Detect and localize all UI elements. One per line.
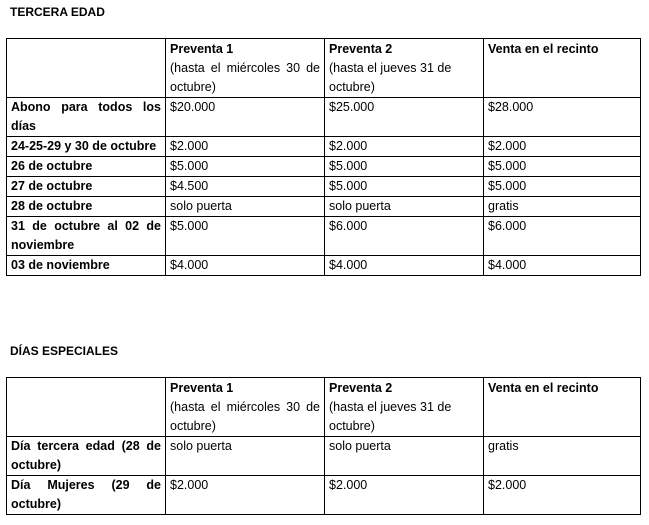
column-note: (hasta el miércoles 30 de octubre)	[170, 61, 320, 94]
price-cell: $25.000	[325, 98, 484, 137]
price-cell: solo puerta	[325, 197, 484, 217]
header-venta-recinto	[484, 378, 641, 437]
column-name: Preventa 1	[170, 42, 234, 56]
price-cell: $2.000	[166, 476, 325, 515]
table-row	[7, 217, 641, 256]
price-cell: $6.000	[325, 217, 484, 256]
row-label: 26 de octubre	[7, 157, 166, 177]
row-label: 24-25-29 y 30 de octubre	[7, 137, 166, 157]
table-row	[7, 437, 641, 476]
price-cell: solo puerta	[166, 197, 325, 217]
row-label: Abono para todos los días	[7, 98, 166, 137]
price-cell: $5.000	[484, 157, 641, 177]
price-cell: gratis	[484, 197, 641, 217]
column-note: (hasta el miércoles 30 de octubre)	[170, 400, 320, 433]
price-table-tercera-edad	[6, 38, 641, 276]
row-label: 31 de octubre al 02 de noviembre	[7, 217, 166, 256]
price-cell: $5.000	[325, 177, 484, 197]
price-cell: $2.000	[484, 137, 641, 157]
row-label: Día Mujeres (29 de octubre)	[7, 476, 166, 515]
price-cell: $4.000	[166, 256, 325, 276]
price-cell: $2.000	[325, 137, 484, 157]
table-row	[7, 177, 641, 197]
row-label: 27 de octubre	[7, 177, 166, 197]
table-row	[7, 256, 641, 276]
table-row	[7, 157, 641, 177]
price-cell: $2.000	[484, 476, 641, 515]
column-name: Venta en el recinto	[488, 42, 599, 56]
table-row	[7, 137, 641, 157]
table-row	[7, 197, 641, 217]
header-preventa-1	[166, 378, 325, 437]
header-preventa-1	[166, 39, 325, 98]
column-note: (hasta el jueves 31 de octubre)	[329, 61, 452, 94]
price-cell: solo puerta	[325, 437, 484, 476]
table-row	[7, 98, 641, 137]
price-cell: $2.000	[166, 137, 325, 157]
header-empty-cell	[7, 39, 166, 98]
price-cell: $28.000	[484, 98, 641, 137]
price-cell: $5.000	[166, 217, 325, 256]
price-cell: $5.000	[325, 157, 484, 177]
row-label: 03 de noviembre	[7, 256, 166, 276]
price-cell: $20.000	[166, 98, 325, 137]
price-cell: $2.000	[325, 476, 484, 515]
price-cell: $4.500	[166, 177, 325, 197]
price-cell: gratis	[484, 437, 641, 476]
column-name: Preventa 2	[329, 42, 393, 56]
column-name: Preventa 2	[329, 381, 393, 395]
price-cell: $4.000	[325, 256, 484, 276]
header-preventa-2	[325, 378, 484, 437]
section-title-dias-especiales: DÍAS ESPECIALES	[10, 344, 119, 358]
row-label: 28 de octubre	[7, 197, 166, 217]
table-row	[7, 476, 641, 515]
table-header-row	[7, 39, 641, 98]
price-cell: $5.000	[166, 157, 325, 177]
column-note: (hasta el jueves 31 de octubre)	[329, 400, 452, 433]
column-name: Preventa 1	[170, 381, 234, 395]
price-cell: $6.000	[484, 217, 641, 256]
header-venta-recinto	[484, 39, 641, 98]
column-name: Venta en el recinto	[488, 381, 599, 395]
price-cell: solo puerta	[166, 437, 325, 476]
section-title-tercera-edad: TERCERA EDAD	[10, 5, 105, 19]
header-empty-cell	[7, 378, 166, 437]
price-cell: $4.000	[484, 256, 641, 276]
header-preventa-2	[325, 39, 484, 98]
price-cell: $5.000	[484, 177, 641, 197]
price-table-dias-especiales	[6, 377, 641, 515]
table-header-row	[7, 378, 641, 437]
row-label: Día tercera edad (28 de octubre)	[7, 437, 166, 476]
